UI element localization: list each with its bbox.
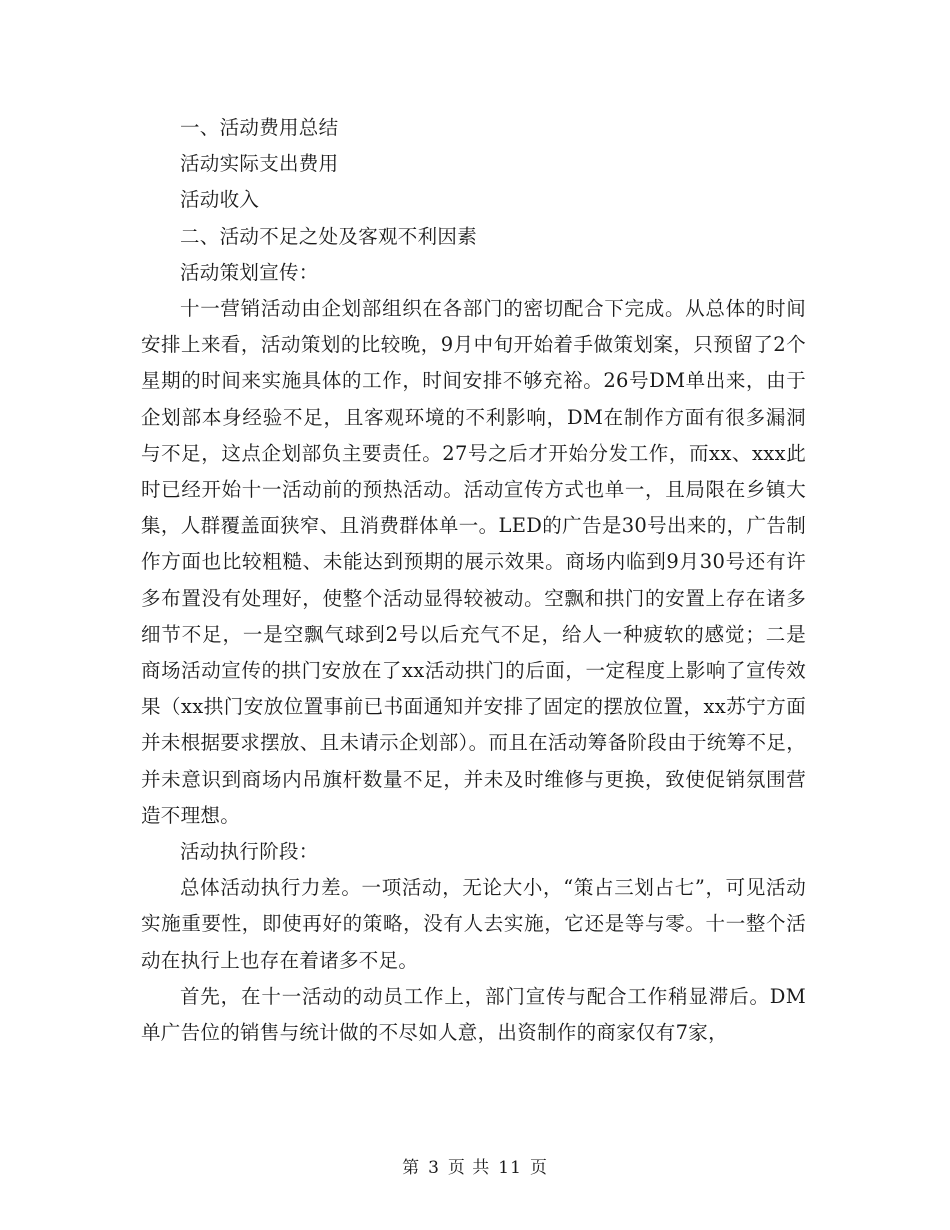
item-income: 活动收入 <box>180 188 260 212</box>
page-footer <box>0 1153 950 1178</box>
paragraph-mobilization: 首先，在十一活动的动员工作上，部门宣传与配合工作稍显滞后。DM单广告位的销售与统计做的不尽如人意，出资制作的商家仅有7家， <box>141 984 806 1045</box>
footer-middle: 页 共 <box>447 1158 491 1178</box>
paragraph-execution-overview: 总体活动执行力差。一项活动，无论大小，“策占三划占七”，可见活动实施重要性，即使再好的策略，没有人去实施，它还是等与零。十一整个活动在执行上也存在着诸多不足。 <box>141 876 806 972</box>
footer-suffix: 页 <box>529 1158 548 1178</box>
subheading-execution-stage: 活动执行阶段： <box>180 840 319 864</box>
heading-expense-summary: 一、活动费用总结 <box>180 116 339 139</box>
subheading-planning-promotion: 活动策划宣传： <box>180 260 319 284</box>
heading-shortcomings: 二、活动不足之处及客观不利因素 <box>180 224 478 248</box>
body-text <box>141 110 806 1051</box>
footer-total-pages: 11 <box>498 1158 522 1178</box>
paragraph-planning-details: 十一营销活动由企划部组织在各部门的密切配合下完成。从总体的时间安排上来看，活动策划的比较晚，9月中旬开始着手做策划案，只预留了2个星期的时间来实施具体的工作，时间安排不够充裕。26号DM单出来，由于企划部本身经验不足，且客观环境的不利影响，DM在制作方面有很多漏洞与不足，这点企划部负主要责任。27号之后才开始分发工作，而xx、xxx此时已经开始十一活动前的预热活动。活动宣传方式也单一，且局限在乡镇大集，人群覆盖面狭窄、且消费群体单一。LED的广告是30号出来的，广告制作方面也比较粗糙、未能达到预期的展示效果。商场内临到9月30号还有许多布置没有处理好，使整个活动显得较被动。空飘和拱门的安置上存在诸多细节不足，一是空飘气球到2号以后充气不足，给人一种疲软的感觉；二是商场活动宣传的拱门安放在了xx活动拱门的后面，一定程度上影响了宣传效果（xx拱门安放位置事前已书面通知并安排了固定的摆放位置，xx苏宁方面并未根据要求摆放、且未请示企划部）。而且在活动筹备阶段由于统筹不足，并未意识到商场内吊旗杆数量不足，并未及时维修与更换，致使促销氛围营造不理想。 <box>141 297 806 827</box>
footer-current-page: 3 <box>428 1158 440 1178</box>
item-actual-expenses: 活动实际支出费用 <box>180 152 339 176</box>
footer-prefix: 第 <box>402 1158 421 1178</box>
